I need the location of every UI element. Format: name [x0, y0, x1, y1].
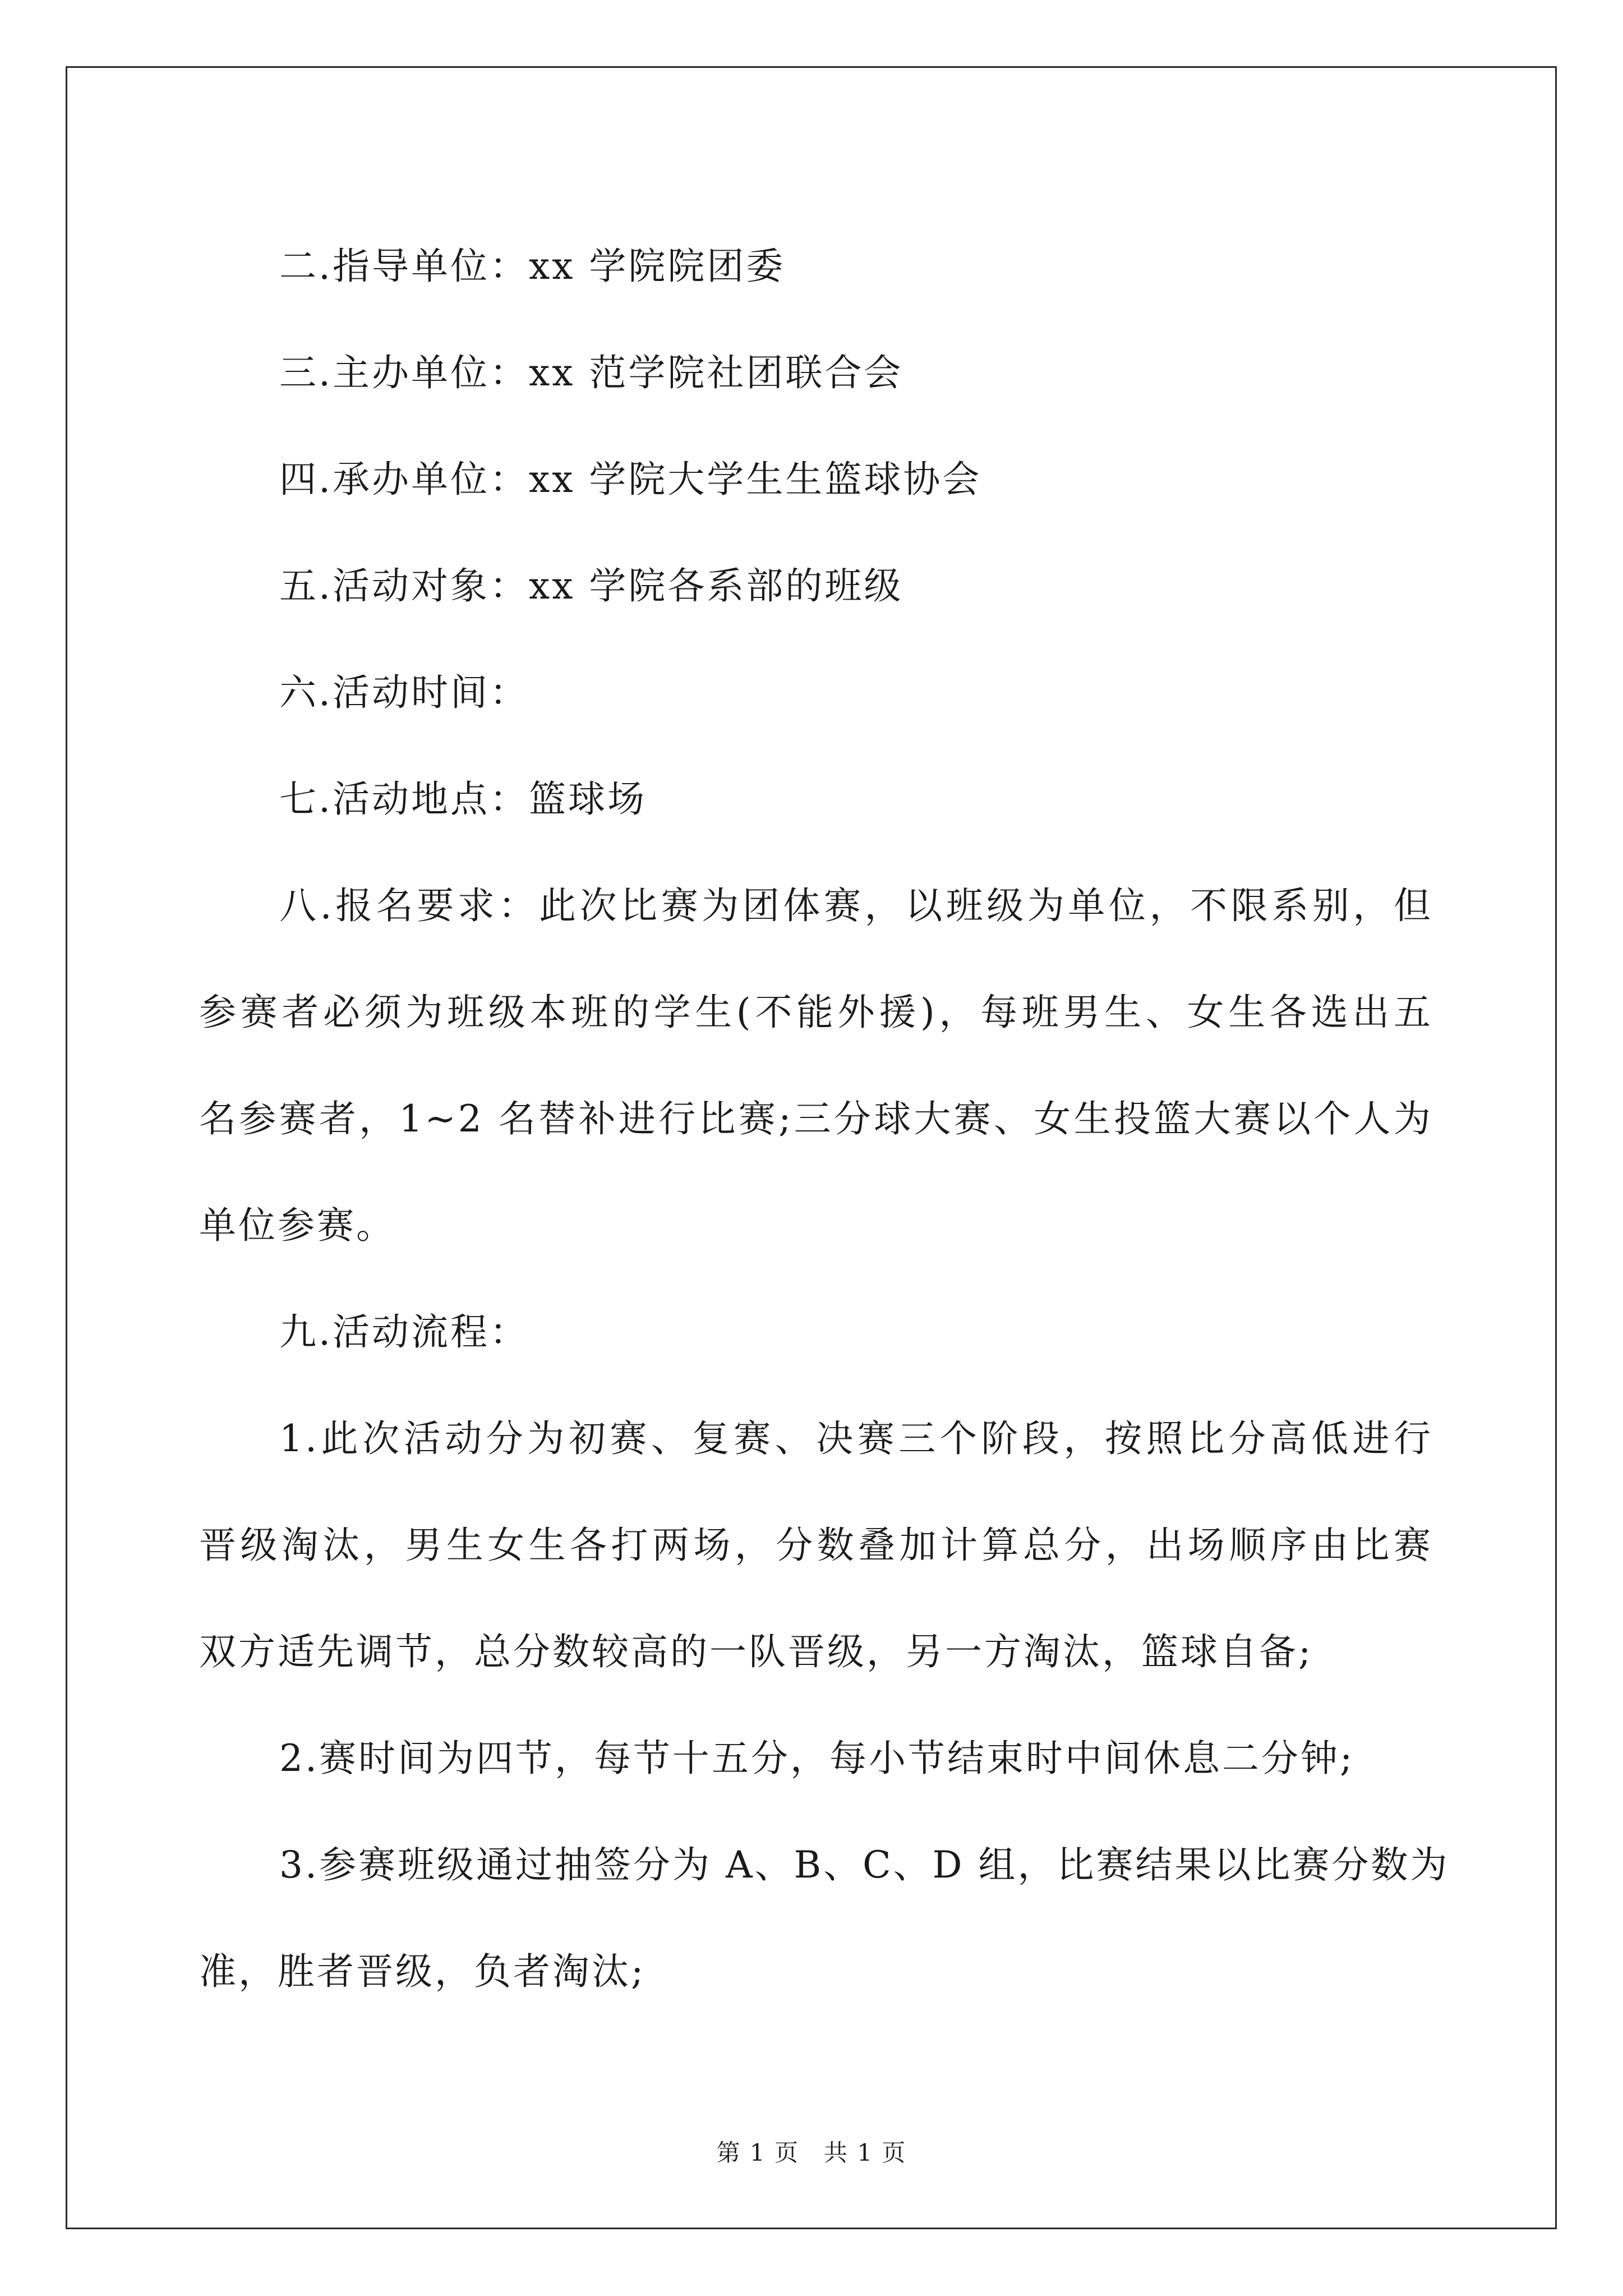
step-line: 双方适先调节，总分数较高的一队晋级，另一方淘汰，篮球自备;	[199, 1630, 1313, 1673]
activity-target: 五.活动对象：xx 学院各系部的班级	[279, 564, 903, 608]
step-line: 晋级淘汰，男生女生各打两场，分数叠加计算总分，出场顺序由比赛	[199, 1524, 1433, 1567]
registration-line: 单位参赛。	[199, 1204, 395, 1247]
registration-line: 参赛者必须为班级本班的学生(不能外援)，每班男生、女生各选出五	[199, 991, 1433, 1034]
step-line: 准，胜者晋级，负者淘汰;	[199, 1950, 646, 1993]
process-step-2	[199, 1705, 1433, 1812]
step-line: 1.此次活动分为初赛、复赛、决赛三个阶段，按照比分高低进行	[279, 1417, 1433, 1460]
registration-line: 名参赛者，1~2 名替补进行比赛;三分球大赛、女生投篮大赛以个人为	[199, 1097, 1433, 1140]
organizer-unit: 三.主办单位：xx 范学院社团联合会	[279, 351, 903, 394]
process-step-1	[199, 1386, 1433, 1705]
page-total: 共 1 页	[824, 2139, 907, 2166]
registration-line: 八.报名要求：此次比赛为团体赛，以班级为单位，不限系别，但	[279, 884, 1433, 927]
registration-requirements	[199, 853, 1433, 1279]
document-body	[199, 213, 1450, 2025]
process-step-3	[199, 1812, 1450, 2025]
page-footer	[0, 2134, 1623, 2168]
undertaker-unit: 四.承办单位：xx 学院大学生生篮球协会	[279, 458, 982, 501]
step-line: 3.参赛班级通过抽签分为 A、B、C、D 组，比赛结果以比赛分数为	[279, 1843, 1450, 1887]
step-line: 2.赛时间为四节，每节十五分，每小节结束时中间休息二分钟;	[279, 1737, 1355, 1780]
process-heading: 九.活动流程：	[279, 1310, 529, 1354]
guide-unit: 二.指导单位：xx 学院院团委	[279, 245, 786, 288]
activity-location: 七.活动地点：篮球场	[279, 777, 647, 821]
page-number: 第 1 页	[716, 2139, 799, 2166]
activity-time: 六.活动时间：	[279, 671, 529, 714]
